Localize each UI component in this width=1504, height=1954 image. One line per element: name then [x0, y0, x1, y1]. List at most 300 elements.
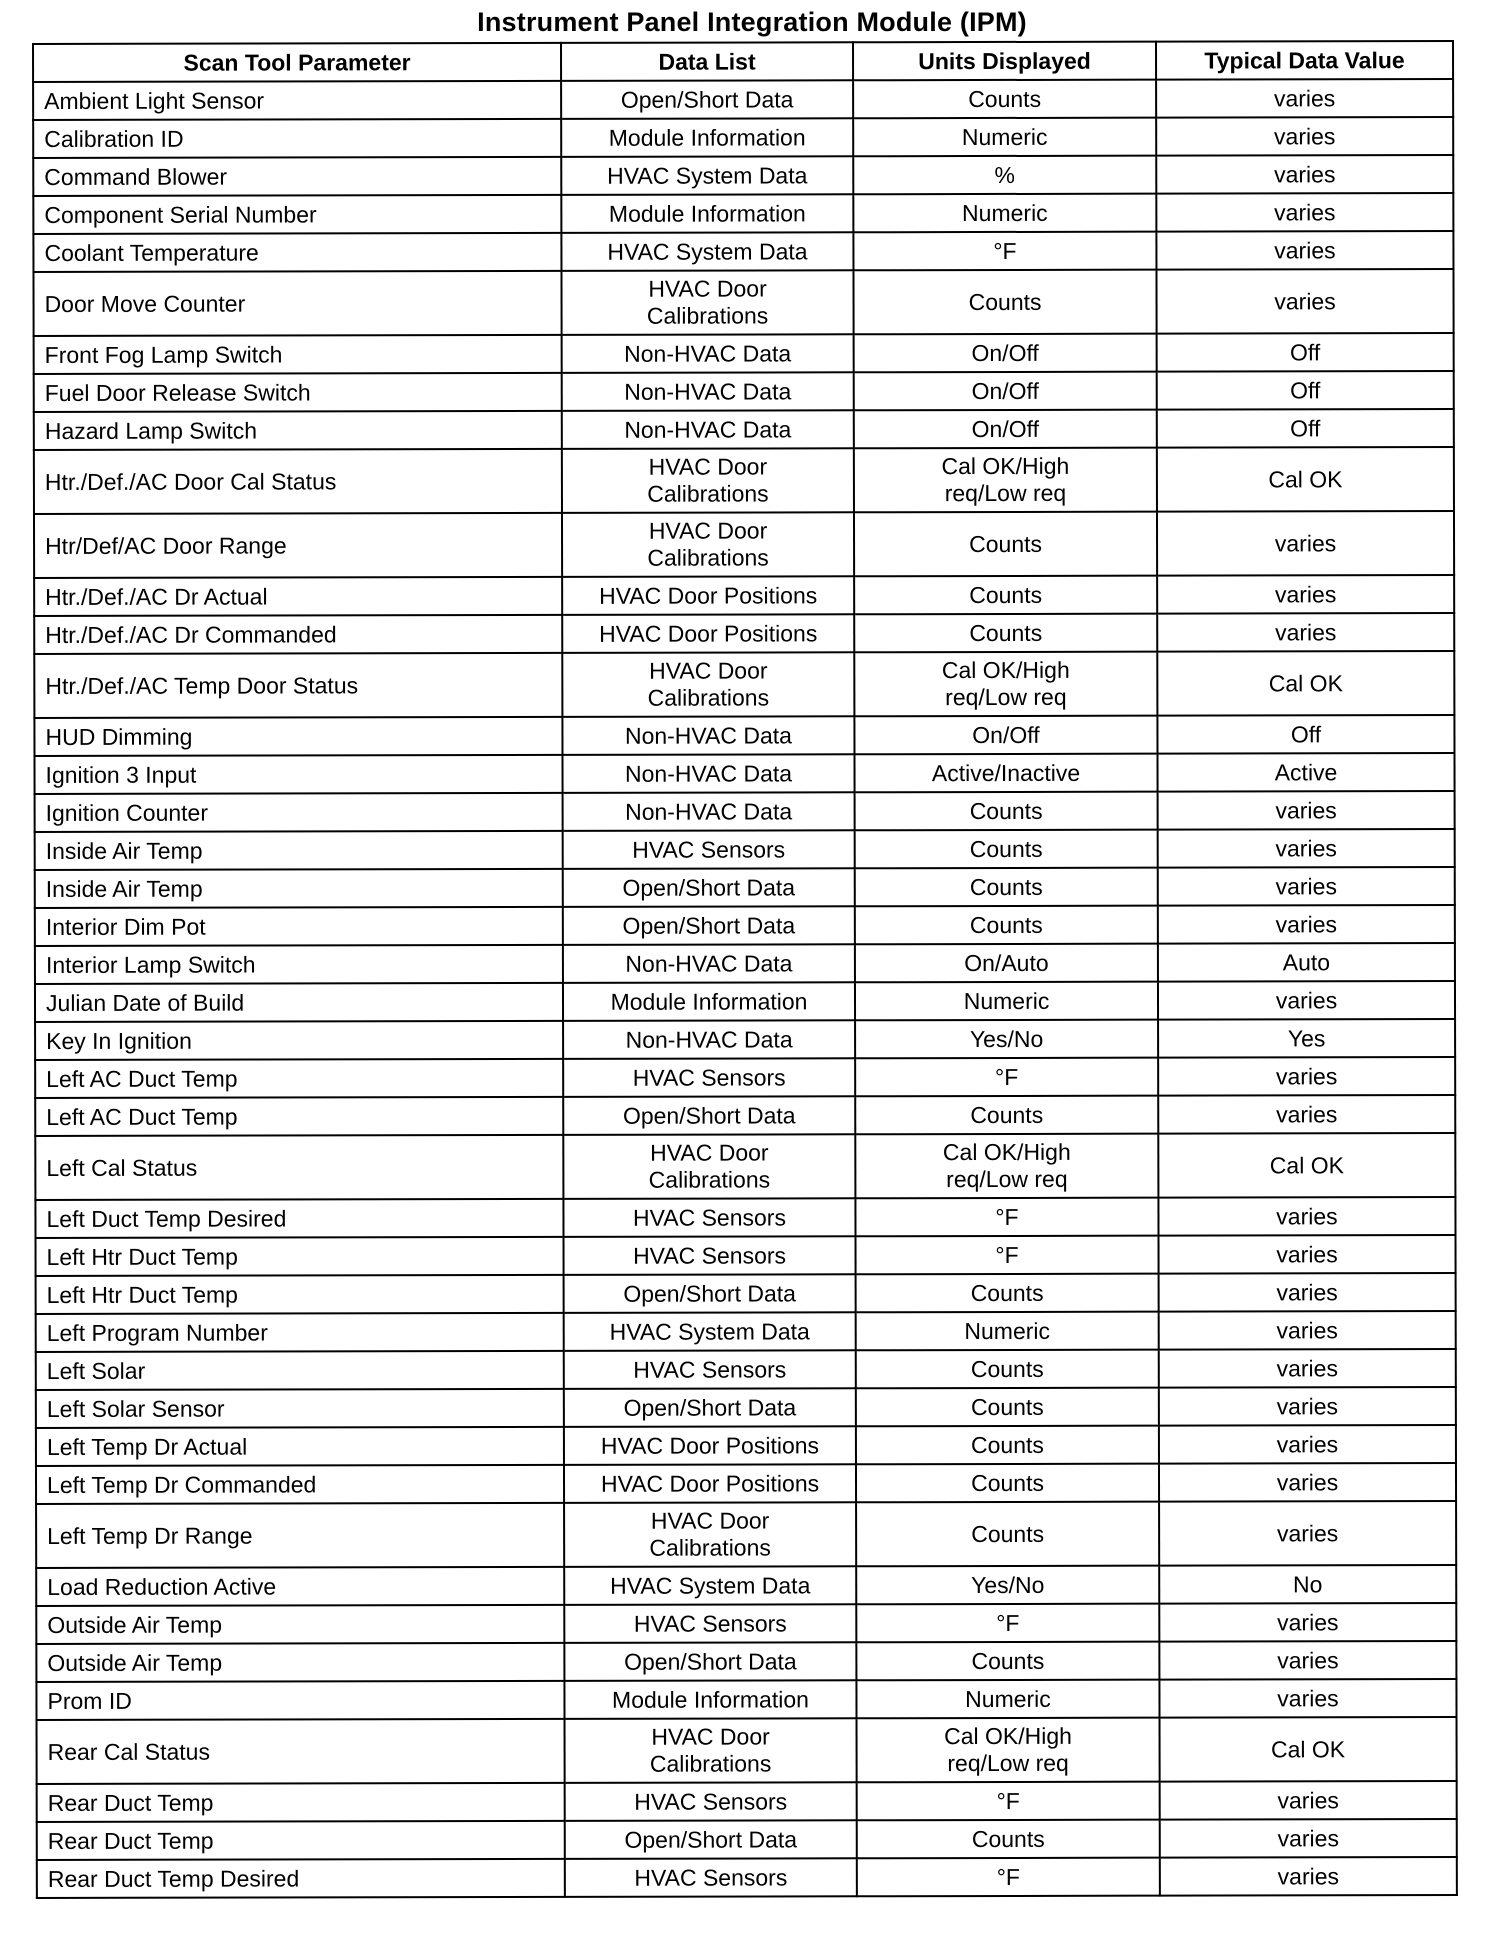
cell-data-list	[561, 194, 853, 233]
cell-units-displayed	[856, 1502, 1159, 1567]
table-row	[34, 753, 1454, 794]
cell-data-list	[563, 944, 855, 983]
cell-typical-data-value	[1157, 447, 1454, 512]
table-row	[36, 1387, 1456, 1428]
cell-data-list-text: Open/Short Data	[620, 85, 794, 113]
cell-data-list	[563, 1096, 855, 1135]
cell-scan-tool-parameter-text: Left Htr Duct Temp	[46, 1243, 238, 1270]
cell-units-displayed-text: On/Auto	[964, 949, 1049, 976]
cell-typical-data-value-text: Off	[1289, 338, 1321, 365]
cell-scan-tool-parameter-text: Door Move Counter	[44, 290, 246, 317]
cell-units-displayed	[854, 652, 1157, 717]
cell-data-list-text: Module Information	[610, 987, 808, 1015]
cell-scan-tool-parameter-text: Command Blower	[44, 163, 228, 190]
table-row	[37, 1857, 1457, 1898]
cell-data-list-text: Open/Short Data	[623, 1279, 796, 1307]
table-row	[36, 1235, 1456, 1276]
table-row	[34, 575, 1454, 616]
table-row	[36, 1349, 1456, 1390]
cell-typical-data-value-text: varies	[1277, 1824, 1339, 1851]
cell-data-list	[561, 270, 853, 335]
header-row	[33, 41, 1453, 82]
cell-units-displayed-text: Counts	[969, 911, 1043, 938]
cell-scan-tool-parameter-text: Left Duct Temp Desired	[46, 1204, 287, 1232]
table-body	[33, 79, 1457, 1898]
cell-typical-data-value-text: varies	[1274, 236, 1336, 263]
cell-scan-tool-parameter	[34, 513, 562, 578]
cell-typical-data-value	[1159, 1641, 1456, 1680]
cell-units-displayed	[853, 270, 1156, 335]
cell-units-displayed-text: °F	[995, 1203, 1019, 1230]
cell-units-displayed-text: Counts	[968, 85, 1042, 112]
cell-typical-data-value	[1158, 1057, 1455, 1096]
cell-units-displayed	[854, 576, 1157, 615]
cell-data-list	[563, 1020, 855, 1059]
cell-units-displayed-text: %	[994, 161, 1016, 188]
cell-units-displayed	[853, 194, 1156, 233]
cell-data-list-text: HVAC Sensors	[632, 1063, 786, 1091]
cell-typical-data-value	[1159, 1565, 1456, 1604]
cell-scan-tool-parameter	[36, 1503, 564, 1568]
cell-typical-data-value-text: varies	[1276, 1316, 1338, 1343]
cell-units-displayed	[853, 156, 1156, 195]
cell-units-displayed-text: °F	[995, 1063, 1019, 1090]
cell-typical-data-value-text: varies	[1276, 1430, 1339, 1457]
cell-scan-tool-parameter-text: Htr/Def/AC Door Range	[45, 531, 287, 559]
cell-scan-tool-parameter	[36, 1681, 564, 1720]
cell-data-list	[565, 1820, 857, 1859]
cell-typical-data-value-text: varies	[1277, 1684, 1339, 1711]
cell-scan-tool-parameter-text: Left AC Duct Temp	[46, 1103, 238, 1130]
cell-typical-data-value	[1158, 1133, 1455, 1198]
cell-data-list	[563, 1198, 855, 1237]
cell-typical-data-value	[1156, 193, 1453, 232]
table-row	[35, 791, 1455, 832]
cell-data-list-text: HVAC Sensors	[634, 1787, 788, 1815]
cell-scan-tool-parameter-text: Left Temp Dr Commanded	[46, 1470, 317, 1498]
cell-typical-data-value	[1158, 867, 1455, 906]
cell-data-list-text: HVAC System Data	[609, 1317, 810, 1345]
cell-scan-tool-parameter	[35, 1059, 563, 1098]
cell-scan-tool-parameter-text: Interior Dim Pot	[45, 913, 206, 940]
cell-scan-tool-parameter	[35, 1135, 563, 1200]
cell-data-list-text: Non-HVAC Data	[624, 377, 792, 405]
cell-typical-data-value	[1159, 1235, 1456, 1274]
cell-typical-data-value-text: No	[1292, 1570, 1323, 1597]
cell-units-displayed	[855, 1096, 1158, 1135]
table-row	[35, 829, 1455, 870]
table-row	[36, 1273, 1456, 1314]
cell-data-list	[563, 982, 855, 1021]
cell-units-displayed-text: Cal OK/High req/Low req	[941, 452, 1070, 507]
table-row	[34, 651, 1454, 718]
cell-typical-data-value-text: varies	[1277, 1862, 1340, 1889]
cell-data-list	[564, 1680, 856, 1719]
cell-units-displayed-text: Counts	[968, 288, 1042, 315]
cell-scan-tool-parameter-text: Rear Duct Temp	[47, 1789, 214, 1816]
cell-data-list-text: HVAC Sensors	[634, 1863, 788, 1891]
cell-typical-data-value-text: varies	[1275, 834, 1337, 861]
cell-scan-tool-parameter-text: Htr./Def./AC Temp Door Status	[45, 671, 359, 699]
cell-scan-tool-parameter	[37, 1859, 565, 1898]
cell-units-displayed-text: Counts	[970, 1393, 1044, 1420]
cell-typical-data-value	[1157, 613, 1454, 652]
cell-typical-data-value	[1159, 1425, 1456, 1464]
cell-units-displayed	[857, 1858, 1160, 1897]
cell-units-displayed-text: On/Off	[971, 339, 1039, 366]
cell-data-list-text: Open/Short Data	[624, 1647, 797, 1675]
cell-typical-data-value	[1159, 1311, 1456, 1350]
cell-units-displayed-text: °F	[996, 1863, 1020, 1890]
cell-units-displayed-text: Counts	[970, 1431, 1044, 1458]
cell-data-list	[564, 1236, 856, 1275]
cell-units-displayed-text: On/Off	[971, 415, 1039, 442]
cell-scan-tool-parameter	[37, 1719, 565, 1784]
table-row	[33, 155, 1453, 196]
cell-typical-data-value	[1156, 269, 1453, 334]
cell-data-list	[564, 1274, 856, 1313]
cell-data-list	[565, 1858, 857, 1897]
cell-units-displayed-text: °F	[996, 1609, 1020, 1636]
cell-scan-tool-parameter	[36, 1567, 564, 1606]
cell-scan-tool-parameter	[37, 1783, 565, 1822]
cell-typical-data-value	[1160, 1717, 1457, 1782]
cell-typical-data-value-text: varies	[1275, 1062, 1338, 1089]
table-row	[34, 409, 1454, 450]
cell-data-list-text: HVAC Door Positions	[599, 581, 818, 609]
cell-scan-tool-parameter-text: HUD Dimming	[45, 723, 193, 750]
cell-units-displayed-text: °F	[996, 1787, 1020, 1814]
cell-units-displayed	[855, 944, 1158, 983]
cell-scan-tool-parameter	[35, 945, 563, 984]
cell-scan-tool-parameter-text: Ignition 3 Input	[45, 761, 197, 788]
cell-scan-tool-parameter	[35, 793, 563, 832]
table-row	[36, 1501, 1456, 1568]
table-row	[36, 1641, 1456, 1682]
cell-typical-data-value	[1159, 1501, 1456, 1566]
cell-units-displayed-text: Counts	[970, 1101, 1044, 1128]
cell-typical-data-value	[1159, 1603, 1456, 1642]
cell-units-displayed-text: Numeric	[964, 1317, 1051, 1344]
cell-scan-tool-parameter	[36, 1427, 564, 1466]
cell-typical-data-value-text: varies	[1277, 1608, 1339, 1635]
cell-data-list-text: HVAC Sensors	[633, 1355, 787, 1383]
cell-typical-data-value-text: Off	[1290, 376, 1321, 403]
cell-units-displayed	[856, 1388, 1159, 1427]
cell-data-list-text: HVAC Door Calibrations	[647, 517, 769, 571]
cell-scan-tool-parameter-text: Inside Air Temp	[45, 875, 203, 902]
cell-units-displayed	[854, 410, 1157, 449]
cell-units-displayed-text: Cal OK/High req/Low req	[942, 1138, 1071, 1193]
cell-scan-tool-parameter	[33, 81, 561, 120]
cell-data-list-text: Open/Short Data	[622, 911, 796, 939]
table-row	[37, 1717, 1457, 1784]
cell-scan-tool-parameter	[34, 755, 562, 794]
cell-units-displayed	[855, 830, 1158, 869]
cell-data-list-text: HVAC Sensors	[632, 1203, 786, 1231]
cell-typical-data-value	[1157, 409, 1454, 448]
cell-typical-data-value	[1159, 1463, 1456, 1502]
cell-scan-tool-parameter-text: Fuel Door Release Switch	[44, 378, 311, 406]
cell-scan-tool-parameter	[36, 1465, 564, 1504]
cell-scan-tool-parameter	[34, 449, 562, 514]
cell-units-displayed	[856, 1236, 1159, 1275]
table-row	[34, 715, 1454, 756]
cell-scan-tool-parameter-text: Left Temp Dr Range	[47, 1522, 253, 1549]
cell-data-list-text: HVAC Door Calibrations	[647, 657, 770, 711]
cell-units-displayed	[855, 792, 1158, 831]
table-row	[35, 1019, 1455, 1060]
cell-typical-data-value	[1158, 943, 1455, 982]
cell-units-displayed-text: Numeric	[961, 123, 1048, 150]
cell-data-list-text: HVAC Door Calibrations	[648, 1139, 771, 1193]
cell-data-list-text: HVAC Door Calibrations	[646, 275, 769, 329]
cell-units-displayed	[853, 232, 1156, 271]
cell-units-displayed-text: On/Off	[971, 377, 1039, 404]
cell-units-displayed-text: Counts	[969, 530, 1043, 557]
cell-data-list	[563, 830, 855, 869]
cell-typical-data-value	[1160, 1819, 1457, 1858]
cell-scan-tool-parameter	[37, 1821, 565, 1860]
cell-data-list-text: HVAC Door Positions	[600, 1431, 820, 1459]
cell-data-list	[564, 1502, 856, 1567]
cell-scan-tool-parameter-text: Component Serial Number	[44, 200, 317, 228]
cell-data-list	[564, 1604, 856, 1643]
cell-scan-tool-parameter-text: Htr./Def./AC Dr Actual	[45, 583, 268, 610]
cell-units-displayed-text: Cal OK/High req/Low req	[944, 1722, 1072, 1777]
header-typical-data-value: Typical Data Value	[1156, 41, 1453, 80]
cell-typical-data-value-text: Cal OK	[1268, 465, 1343, 492]
cell-typical-data-value-text: varies	[1276, 1240, 1338, 1267]
cell-data-list-text: HVAC Door Calibrations	[647, 453, 769, 507]
cell-typical-data-value	[1159, 1387, 1456, 1426]
cell-data-list-text: HVAC Door Positions	[600, 1469, 820, 1497]
cell-data-list-text: Non-HVAC Data	[625, 949, 793, 977]
cell-units-displayed	[855, 982, 1158, 1021]
cell-units-displayed-text: Numeric	[963, 987, 1050, 1014]
cell-data-list-text: Non-HVAC Data	[624, 415, 792, 443]
cell-scan-tool-parameter	[36, 1237, 564, 1276]
cell-scan-tool-parameter	[36, 1275, 564, 1314]
cell-data-list	[563, 792, 855, 831]
cell-units-displayed-text: °F	[995, 1241, 1019, 1268]
cell-typical-data-value-text: varies	[1273, 122, 1336, 149]
table-row	[35, 1133, 1455, 1200]
cell-scan-tool-parameter-text: Load Reduction Active	[47, 1572, 277, 1600]
table-row	[36, 1311, 1456, 1352]
cell-typical-data-value-text: varies	[1276, 1278, 1338, 1305]
cell-typical-data-value-text: varies	[1275, 618, 1337, 645]
cell-data-list	[562, 372, 854, 411]
cell-units-displayed	[856, 1566, 1159, 1605]
table-row	[35, 1057, 1455, 1098]
cell-data-list	[564, 1464, 856, 1503]
table-row	[33, 117, 1453, 158]
cell-units-displayed	[854, 614, 1157, 653]
cell-data-list	[562, 614, 854, 653]
cell-data-list	[565, 1718, 857, 1783]
cell-units-displayed-text: Counts	[971, 1520, 1045, 1547]
cell-units-displayed	[857, 1820, 1160, 1859]
cell-scan-tool-parameter	[36, 1351, 564, 1390]
cell-scan-tool-parameter	[35, 907, 563, 946]
cell-typical-data-value-text: varies	[1273, 84, 1336, 111]
cell-typical-data-value	[1158, 1095, 1455, 1134]
cell-scan-tool-parameter-text: Key In Ignition	[46, 1027, 192, 1054]
table-row	[34, 613, 1454, 654]
cell-data-list-text: Non-HVAC Data	[624, 759, 793, 787]
cell-data-list-text: Non-HVAC Data	[624, 339, 792, 367]
ipm-parameter-table	[32, 40, 1458, 1899]
cell-scan-tool-parameter	[35, 1199, 563, 1238]
cell-typical-data-value	[1157, 651, 1454, 716]
cell-units-displayed	[856, 1464, 1159, 1503]
cell-data-list	[562, 410, 854, 449]
cell-typical-data-value	[1157, 575, 1454, 614]
cell-units-displayed-text: Numeric	[962, 199, 1048, 226]
cell-typical-data-value	[1157, 371, 1454, 410]
cell-scan-tool-parameter	[34, 615, 562, 654]
cell-scan-tool-parameter-text: Outside Air Temp	[47, 1611, 223, 1638]
table-row	[35, 905, 1455, 946]
cell-data-list-text: Non-HVAC Data	[625, 797, 793, 825]
cell-typical-data-value	[1156, 79, 1453, 118]
cell-typical-data-value	[1158, 829, 1455, 868]
cell-typical-data-value	[1158, 905, 1455, 944]
cell-units-displayed	[854, 372, 1157, 411]
cell-units-displayed-text: Counts	[969, 873, 1043, 900]
cell-scan-tool-parameter	[33, 195, 561, 234]
cell-typical-data-value-text: varies	[1274, 529, 1337, 556]
cell-scan-tool-parameter	[33, 119, 561, 158]
cell-typical-data-value	[1156, 155, 1453, 194]
cell-scan-tool-parameter-text: Left Solar Sensor	[46, 1395, 225, 1422]
table-row	[34, 333, 1454, 374]
cell-scan-tool-parameter	[34, 411, 562, 450]
cell-data-list-text: Module Information	[608, 123, 806, 151]
cell-data-list-text: Open/Short Data	[622, 873, 796, 901]
cell-data-list-text: HVAC Door Calibrations	[649, 1507, 771, 1561]
table-row	[37, 1819, 1457, 1860]
cell-typical-data-value-text: Auto	[1282, 948, 1331, 975]
cell-data-list	[562, 448, 854, 513]
cell-units-displayed-text: Counts	[970, 1279, 1044, 1306]
header-units-displayed: Units Displayed	[853, 42, 1156, 81]
cell-scan-tool-parameter-text: Rear Duct Temp Desired	[47, 1864, 300, 1892]
table-row	[34, 447, 1454, 514]
cell-units-displayed	[854, 448, 1157, 513]
cell-scan-tool-parameter-text: Inside Air Temp	[45, 837, 203, 864]
cell-units-displayed-text: Counts	[969, 797, 1043, 824]
cell-data-list-text: Open/Short Data	[624, 1825, 798, 1853]
cell-data-list-text: Non-HVAC Data	[624, 721, 792, 749]
cell-scan-tool-parameter	[33, 157, 561, 196]
cell-typical-data-value-text: varies	[1275, 796, 1337, 823]
cell-scan-tool-parameter	[34, 653, 562, 718]
table-row	[34, 511, 1454, 578]
cell-data-list	[564, 1350, 856, 1389]
cell-units-displayed	[856, 1350, 1159, 1389]
cell-units-displayed	[857, 1718, 1160, 1783]
cell-data-list	[561, 118, 853, 157]
cell-typical-data-value	[1156, 117, 1453, 156]
cell-units-displayed-text: Counts	[969, 619, 1043, 646]
cell-data-list-text: HVAC System Data	[607, 237, 808, 265]
cell-typical-data-value-text: varies	[1274, 287, 1336, 314]
cell-units-displayed-text: Yes/No	[969, 1025, 1044, 1052]
cell-data-list	[565, 1782, 857, 1821]
cell-scan-tool-parameter	[35, 831, 563, 870]
table-row	[35, 1095, 1455, 1136]
cell-typical-data-value	[1158, 1019, 1455, 1058]
cell-data-list	[561, 232, 853, 271]
cell-typical-data-value	[1159, 1349, 1456, 1388]
table-row	[37, 1781, 1457, 1822]
cell-scan-tool-parameter	[34, 717, 562, 756]
cell-units-displayed	[855, 868, 1158, 907]
cell-units-displayed-text: Counts	[969, 835, 1043, 862]
cell-scan-tool-parameter-text: Left Solar	[46, 1357, 146, 1384]
cell-typical-data-value-text: Cal OK	[1270, 1735, 1346, 1762]
cell-typical-data-value-text: varies	[1276, 1392, 1339, 1419]
cell-typical-data-value	[1157, 753, 1454, 792]
cell-data-list-text: HVAC Door Positions	[599, 619, 818, 647]
cell-data-list	[562, 334, 854, 373]
cell-data-list	[563, 906, 855, 945]
cell-units-displayed	[855, 1198, 1158, 1237]
cell-typical-data-value	[1157, 715, 1454, 754]
cell-units-displayed	[853, 80, 1156, 119]
cell-data-list-text: Open/Short Data	[622, 1101, 796, 1129]
cell-data-list-text: Non-HVAC Data	[625, 1025, 793, 1053]
cell-units-displayed-text: Yes/No	[971, 1571, 1045, 1598]
cell-data-list-text: HVAC Sensors	[633, 1241, 787, 1269]
table-row	[33, 269, 1453, 336]
cell-scan-tool-parameter-text: Ambient Light Sensor	[44, 87, 265, 114]
cell-typical-data-value-text: Yes	[1287, 1024, 1326, 1051]
cell-typical-data-value-text: Active	[1274, 758, 1338, 785]
cell-typical-data-value-text: Off	[1290, 414, 1321, 441]
table-row	[36, 1679, 1456, 1720]
cell-typical-data-value-text: varies	[1274, 198, 1336, 225]
header-data-list: Data List	[561, 42, 853, 81]
cell-data-list	[564, 1642, 856, 1681]
cell-data-list	[563, 1058, 855, 1097]
cell-typical-data-value	[1157, 511, 1454, 576]
cell-typical-data-value-text: varies	[1275, 986, 1338, 1013]
cell-scan-tool-parameter	[35, 1021, 563, 1060]
cell-typical-data-value	[1156, 231, 1453, 270]
cell-units-displayed-text: Counts	[971, 1647, 1045, 1674]
cell-units-displayed	[857, 1782, 1160, 1821]
cell-scan-tool-parameter-text: Left Temp Dr Actual	[46, 1433, 248, 1460]
cell-scan-tool-parameter-text: Left Htr Duct Temp	[46, 1281, 238, 1308]
table-row	[35, 943, 1455, 984]
cell-scan-tool-parameter	[33, 233, 561, 272]
table-row	[36, 1425, 1456, 1466]
cell-typical-data-value	[1158, 791, 1455, 830]
cell-units-displayed-text: Active/Inactive	[931, 759, 1081, 786]
table-row	[35, 867, 1455, 908]
cell-scan-tool-parameter-text: Left Program Number	[46, 1319, 268, 1346]
cell-typical-data-value-text: varies	[1274, 580, 1337, 607]
table-row	[36, 1603, 1456, 1644]
cell-typical-data-value-text: varies	[1276, 1202, 1338, 1229]
cell-typical-data-value	[1159, 1273, 1456, 1312]
cell-units-displayed-text: °F	[993, 237, 1017, 264]
cell-units-displayed	[854, 512, 1157, 577]
cell-units-displayed	[855, 1134, 1158, 1199]
